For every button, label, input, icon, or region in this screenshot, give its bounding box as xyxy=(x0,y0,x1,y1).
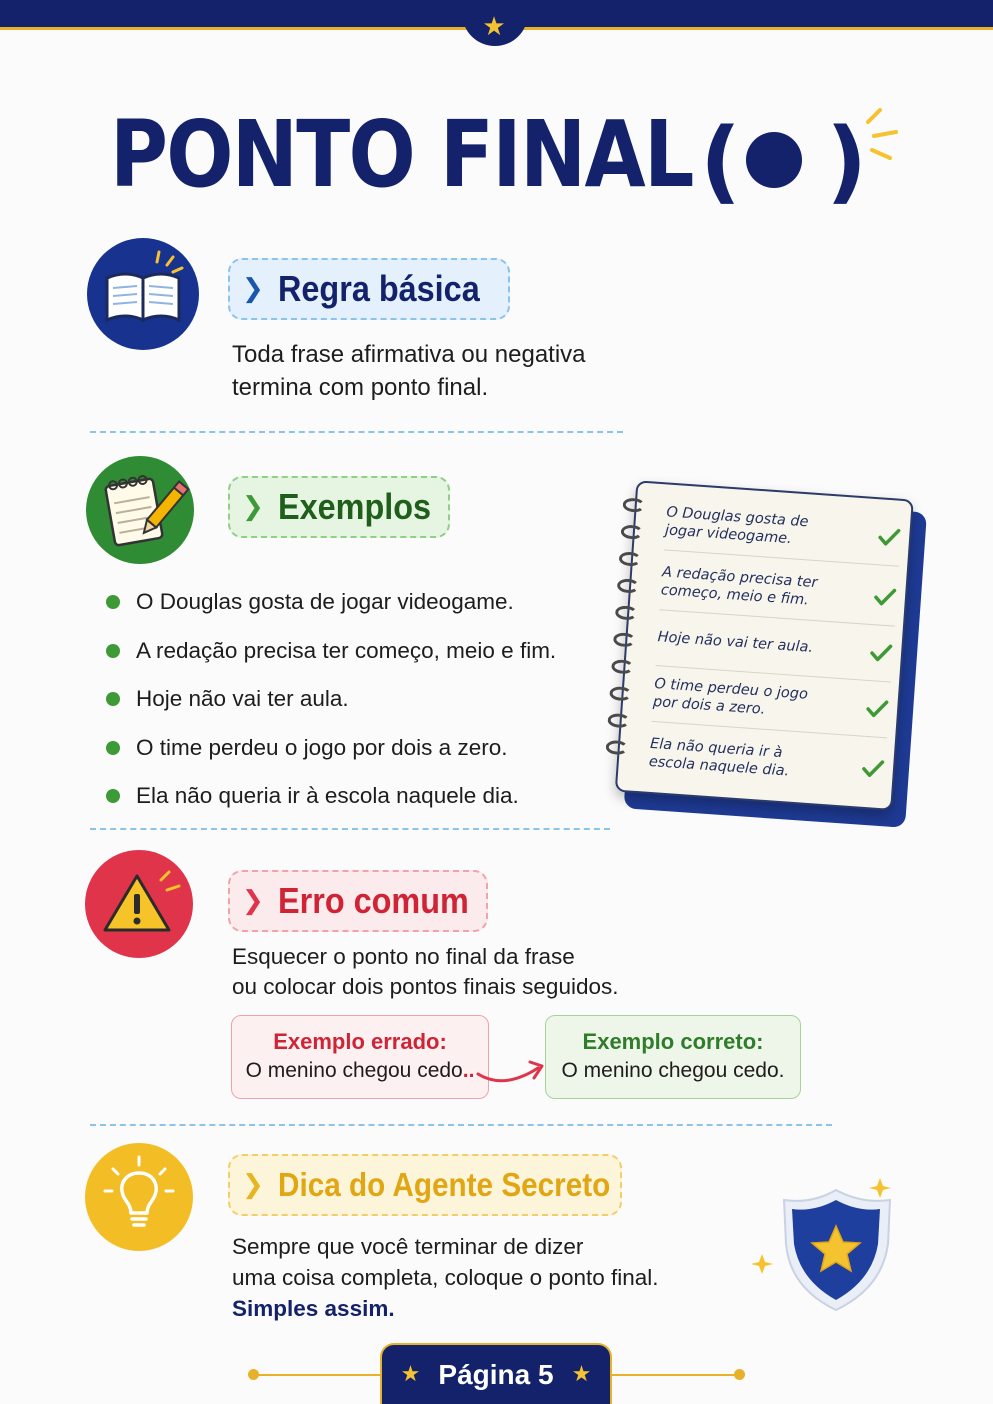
title-close-paren: ) xyxy=(826,109,868,214)
notebook-row: O Douglas gosta de jogar videogame. xyxy=(664,492,903,566)
shield-star-icon xyxy=(750,1174,900,1314)
checkmark-icon xyxy=(868,639,894,665)
tip-heading: ❯ Dica do Agente Secreto xyxy=(228,1154,622,1216)
page-number-tab: ★ Página 5 ★ xyxy=(380,1343,612,1404)
bullet-icon xyxy=(106,789,120,803)
error-heading: ❯ Erro comum xyxy=(228,870,488,932)
checkmark-icon xyxy=(860,756,886,782)
chevron-right-icon: ❯ xyxy=(242,274,264,304)
warning-icon xyxy=(85,850,193,958)
arrow-right-icon xyxy=(474,1054,550,1088)
notebook-row: Ela não queria ir à escola naquele dia. xyxy=(648,724,887,798)
title-open-paren: ( xyxy=(700,109,742,214)
checkmark-icon xyxy=(864,695,890,721)
list-item: O time perdeu o jogo por dois a zero. xyxy=(106,724,626,773)
notebook-illustration xyxy=(614,480,926,819)
notebook-page xyxy=(615,480,914,811)
divider xyxy=(90,431,623,433)
examples-heading: ❯ Exemplos xyxy=(228,476,450,538)
bullet-icon xyxy=(106,644,120,658)
star-icon: ★ xyxy=(400,1362,421,1387)
wrong-example-card: Exemplo errado: O menino chegou cedo.. xyxy=(231,1015,489,1099)
footer-line-right xyxy=(612,1374,740,1376)
examples-list xyxy=(106,578,626,821)
notebook-row: O time perdeu o jogo por dois a zero. xyxy=(652,664,891,738)
list-item: Hoje não vai ter aula. xyxy=(106,675,626,724)
rule-heading: ❯ Regra básica xyxy=(228,258,510,320)
divider xyxy=(90,1124,832,1126)
book-icon xyxy=(87,238,199,350)
sparkle-rays-icon xyxy=(858,108,902,168)
chevron-right-icon: ❯ xyxy=(242,886,264,916)
tip-text: Sempre que você terminar de dizer uma coisa completa, coloque o ponto final. Simples assim. xyxy=(232,1234,659,1321)
list-item: Ela não queria ir à escola naquele dia. xyxy=(106,772,626,821)
checkmark-icon xyxy=(876,524,902,550)
footer-dot xyxy=(248,1369,259,1380)
checkmark-icon xyxy=(872,584,898,610)
rule-text: Toda frase afirmativa ou negativa termina com ponto final. xyxy=(232,341,586,401)
footer-dot xyxy=(734,1369,745,1380)
page-title: PONTO FINAL xyxy=(110,101,693,208)
notebook-row: Hoje não vai ter aula. xyxy=(656,608,895,682)
period-dot-icon xyxy=(746,132,802,188)
lightbulb-icon xyxy=(85,1143,193,1251)
star-icon: ★ xyxy=(571,1362,592,1387)
list-item: O Douglas gosta de jogar videogame. xyxy=(106,578,626,627)
error-text: Esquecer o ponto no final da frase ou colocar dois pontos finais seguidos. xyxy=(232,944,619,999)
notebook-row: A redação precisa ter começo, meio e fim. xyxy=(660,552,899,626)
bullet-icon xyxy=(106,595,120,609)
wrong-example-text: O menino chegou cedo.. xyxy=(245,1059,475,1082)
chevron-right-icon: ❯ xyxy=(242,492,264,522)
divider xyxy=(90,828,610,830)
list-item: A redação precisa ter começo, meio e fim. xyxy=(106,627,626,676)
chevron-right-icon: ❯ xyxy=(242,1170,264,1200)
notepad-pencil-icon xyxy=(86,456,194,564)
bullet-icon xyxy=(106,692,120,706)
footer-line-left xyxy=(252,1374,380,1376)
correct-example-card: Exemplo correto: O menino chegou cedo. xyxy=(545,1015,801,1099)
star-icon: ★ xyxy=(482,12,506,42)
bullet-icon xyxy=(106,741,120,755)
